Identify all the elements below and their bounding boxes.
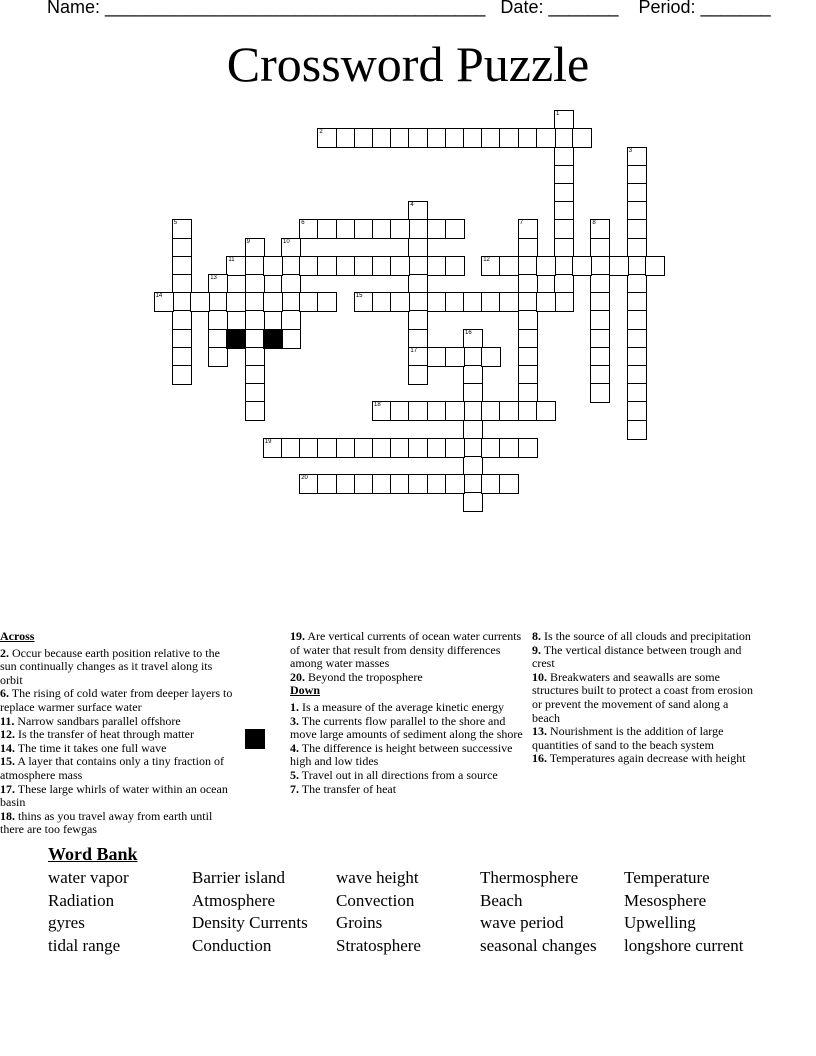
grid-cell[interactable]: [245, 310, 265, 330]
grid-cell[interactable]: [390, 128, 410, 148]
clue-number: 9: [246, 238, 250, 245]
clue-number: 8: [592, 220, 596, 227]
grid-cell[interactable]: [408, 128, 428, 148]
word-bank-item: seasonal changes: [480, 936, 597, 956]
grid-cell[interactable]: [554, 128, 574, 148]
clue-num: 1.: [290, 699, 299, 714]
clues-column-2: [290, 630, 526, 796]
clue-num: 13.: [532, 724, 547, 739]
grid-cell[interactable]: [499, 401, 519, 421]
grid-cell[interactable]: [590, 365, 610, 385]
grid-cell[interactable]: [317, 438, 337, 458]
grid-cell[interactable]: [372, 128, 392, 148]
grid-cell[interactable]: [354, 474, 374, 494]
grid-cell[interactable]: [481, 128, 501, 148]
grid-cell[interactable]: [463, 128, 483, 148]
grid-cell[interactable]: [627, 347, 647, 367]
grid-cell[interactable]: [518, 274, 538, 294]
grid-cell[interactable]: [372, 219, 392, 239]
clue-num: 6.: [0, 686, 9, 701]
clue-text: Breakwaters and seawalls are some structures built to protect a coast from erosion or prevent the movement of sand along a beach: [532, 669, 753, 725]
grid-cell[interactable]: [317, 128, 337, 148]
grid-cell[interactable]: [518, 256, 538, 276]
grid-cell[interactable]: [172, 238, 192, 258]
grid-cell[interactable]: [645, 256, 665, 276]
grid-cell[interactable]: [390, 438, 410, 458]
clue-num: 18.: [0, 808, 15, 823]
grid-cell[interactable]: [554, 219, 574, 239]
grid-cell[interactable]: [445, 292, 465, 312]
grid-cell[interactable]: [481, 256, 501, 276]
clue-num: 19.: [290, 629, 305, 643]
grid-cell[interactable]: [372, 438, 392, 458]
grid-cell[interactable]: [627, 383, 647, 403]
grid-cell[interactable]: [445, 219, 465, 239]
clue-num: 20.: [290, 669, 305, 684]
grid-cell[interactable]: [427, 128, 447, 148]
down-clue: [290, 783, 526, 797]
grid-cell[interactable]: [172, 219, 192, 239]
grid-cell[interactable]: [627, 219, 647, 239]
grid-cell[interactable]: [445, 474, 465, 494]
clue-num: 4.: [290, 740, 299, 755]
grid-cell[interactable]: [554, 110, 574, 130]
across-clue: [0, 715, 235, 729]
grid-cell[interactable]: [354, 219, 374, 239]
clue-num: 12.: [0, 727, 15, 742]
grid-cell[interactable]: [554, 147, 574, 167]
clue-number: 4: [410, 202, 414, 209]
word-bank-item: longshore current: [624, 936, 744, 956]
grid-cell[interactable]: [208, 329, 228, 349]
grid-cell[interactable]: [518, 438, 538, 458]
word-bank-item: Stratosphere: [336, 936, 421, 956]
grid-cell[interactable]: [463, 383, 483, 403]
down-clue: [290, 742, 526, 769]
clue-text: Travel out in all directions from a source: [301, 767, 498, 782]
clue-num: 9.: [532, 642, 541, 657]
grid-cell[interactable]: [390, 256, 410, 276]
grid-cell[interactable]: [408, 347, 428, 367]
black-square: [226, 329, 246, 349]
grid-cell[interactable]: [172, 292, 192, 312]
word-bank-item: Radiation: [48, 890, 115, 910]
grid-cell[interactable]: [463, 292, 483, 312]
grid-cell[interactable]: [408, 292, 428, 312]
across-clue: [290, 671, 526, 685]
grid-cell[interactable]: [281, 438, 301, 458]
grid-cell[interactable]: [390, 474, 410, 494]
grid-cell[interactable]: [518, 219, 538, 239]
grid-cell[interactable]: [627, 183, 647, 203]
clue-text: The difference is height between successive high and low tides: [290, 740, 513, 769]
grid-cell[interactable]: [554, 274, 574, 294]
grid-cell[interactable]: [590, 274, 610, 294]
word-bank-item: tidal range: [48, 936, 121, 956]
grid-cell[interactable]: [518, 401, 538, 421]
word-bank-item: Conduction: [192, 936, 272, 956]
clue-text: The vertical distance between trough and crest: [532, 642, 742, 671]
grid-cell[interactable]: [445, 256, 465, 276]
grid-cell[interactable]: [408, 474, 428, 494]
grid-cell[interactable]: [190, 292, 210, 312]
grid-cell[interactable]: [245, 365, 265, 385]
grid-cell[interactable]: [336, 474, 356, 494]
down-clue: [290, 769, 526, 783]
clue-number: 3: [628, 147, 633, 154]
grid-cell[interactable]: [518, 365, 538, 385]
grid-cell[interactable]: [299, 292, 319, 312]
grid-cell[interactable]: [408, 310, 428, 330]
across-clue: [0, 728, 235, 742]
grid-cell[interactable]: [463, 347, 483, 367]
grid-cell[interactable]: [245, 347, 265, 367]
grid-cell[interactable]: [554, 238, 574, 258]
grid-cell[interactable]: [354, 256, 374, 276]
grid-cell[interactable]: [208, 347, 228, 367]
grid-cell[interactable]: [408, 438, 428, 458]
grid-cell[interactable]: [536, 128, 556, 148]
word-bank-item: Barrier island: [192, 868, 285, 887]
grid-cell[interactable]: [518, 238, 538, 258]
clue-number: 14: [155, 293, 163, 300]
clue-number: 17: [410, 347, 418, 354]
across-heading: Across: [0, 629, 35, 643]
grid-cell[interactable]: [427, 474, 447, 494]
down-clue: [290, 701, 526, 715]
grid-cell[interactable]: [299, 219, 319, 239]
grid-cell[interactable]: [499, 438, 519, 458]
black-square: [245, 729, 265, 749]
grid-cell[interactable]: [317, 219, 337, 239]
grid-cell[interactable]: [627, 292, 647, 312]
grid-cell[interactable]: [281, 238, 301, 258]
grid-cell[interactable]: [263, 438, 283, 458]
grid-cell[interactable]: [172, 256, 192, 276]
clue-text: Is a measure of the average kinetic energy: [302, 699, 505, 714]
clue-text: Beyond the troposphere: [308, 669, 423, 684]
grid-cell[interactable]: [208, 310, 228, 330]
grid-cell[interactable]: [281, 310, 301, 330]
grid-cell[interactable]: [427, 438, 447, 458]
clue-text: thins as you travel away from earth until there are too fewgas: [0, 808, 213, 837]
grid-cell[interactable]: [372, 474, 392, 494]
clue-text: Temperatures again decrease with height: [549, 751, 746, 766]
grid-cell[interactable]: [336, 256, 356, 276]
grid-cell[interactable]: [445, 438, 465, 458]
grid-cell[interactable]: [317, 292, 337, 312]
header-name-date-period: Name: ______________________________________ Date: _______ Period: _______: [47, 0, 771, 17]
clue-text: The currents flow parallel to the shore and move large amounts of sediment along the shore: [290, 713, 523, 742]
clue-number: 10: [283, 238, 290, 245]
grid-cell[interactable]: [372, 401, 392, 421]
grid-cell[interactable]: [427, 292, 447, 312]
across-clue: [0, 687, 235, 714]
grid-cell[interactable]: [499, 256, 519, 276]
grid-cell[interactable]: [354, 292, 374, 312]
clue-text: The rising of cold water from deeper layers to replace warmer surface water: [0, 686, 233, 714]
clue-text: A layer that contains only a tiny fraction of atmosphere mass: [0, 754, 224, 782]
word-bank-title: Word Bank: [48, 844, 138, 864]
grid-cell[interactable]: [372, 256, 392, 276]
grid-cell[interactable]: [427, 401, 447, 421]
grid-cell[interactable]: [317, 256, 337, 276]
grid-cell[interactable]: [590, 329, 610, 349]
grid-cell[interactable]: [463, 420, 483, 440]
grid-cell[interactable]: [627, 256, 647, 276]
grid-cell[interactable]: [609, 256, 629, 276]
word-bank-item: Groins: [336, 913, 383, 933]
grid-cell[interactable]: [336, 128, 356, 148]
grid-cell[interactable]: [627, 310, 647, 330]
clue-num: 5.: [290, 767, 299, 782]
grid-cell[interactable]: [518, 310, 538, 330]
down-clue: [532, 671, 758, 725]
grid-cell[interactable]: [408, 401, 428, 421]
grid-cell[interactable]: [408, 365, 428, 385]
grid-cell[interactable]: [572, 128, 592, 148]
grid-cell[interactable]: [518, 128, 538, 148]
grid-cell[interactable]: [627, 420, 647, 440]
grid-cell[interactable]: [463, 438, 483, 458]
grid-cell[interactable]: [317, 474, 337, 494]
clues-column-3: [532, 630, 758, 766]
down-clue: [532, 630, 758, 644]
clue-number: 16: [465, 329, 472, 336]
word-bank-item: Beach: [480, 890, 523, 910]
clue-text: Narrow sandbars parallel offshore: [17, 713, 181, 728]
grid-cell[interactable]: [245, 274, 265, 294]
clue-num: 10.: [532, 669, 547, 684]
grid-cell[interactable]: [408, 274, 428, 294]
clue-number: 12: [483, 256, 490, 263]
grid-cell[interactable]: [499, 292, 519, 312]
word-bank-item: gyres: [48, 913, 85, 933]
grid-cell[interactable]: [408, 201, 428, 221]
grid-cell[interactable]: [299, 438, 319, 458]
grid-cell[interactable]: [336, 219, 356, 239]
grid-cell[interactable]: [590, 383, 610, 403]
grid-cell[interactable]: [208, 274, 228, 294]
down-heading: Down: [290, 683, 321, 698]
clue-number: 20: [301, 475, 308, 482]
across-clue: [0, 647, 235, 688]
down-clue: [532, 752, 758, 766]
grid-cell[interactable]: [572, 256, 592, 276]
grid-cell[interactable]: [427, 256, 447, 276]
clue-number: 6: [301, 220, 305, 227]
grid-cell[interactable]: [390, 292, 410, 312]
grid-cell[interactable]: [245, 383, 265, 403]
grid-cell[interactable]: [499, 474, 519, 494]
black-square: [263, 329, 283, 349]
grid-cell[interactable]: [172, 310, 192, 330]
clue-num: 7.: [290, 781, 299, 796]
grid-cell[interactable]: [481, 401, 501, 421]
grid-cell[interactable]: [281, 292, 301, 312]
grid-cell[interactable]: [627, 401, 647, 421]
grid-cell[interactable]: [281, 274, 301, 294]
grid-cell[interactable]: [226, 292, 246, 312]
clue-num: 16.: [532, 751, 547, 766]
word-bank-item: Thermosphere: [480, 868, 579, 887]
clue-number: 2: [319, 129, 323, 136]
grid-cell[interactable]: [590, 347, 610, 367]
grid-cell[interactable]: [554, 201, 574, 221]
across-clue: [0, 742, 235, 756]
grid-cell[interactable]: [226, 256, 246, 276]
grid-cell[interactable]: [445, 128, 465, 148]
clue-number: 5: [173, 220, 178, 227]
clues-column-1: [0, 630, 235, 837]
clue-text: Is the transfer of heat through matter: [18, 727, 194, 742]
grid-cell[interactable]: [354, 438, 374, 458]
grid-cell[interactable]: [481, 438, 501, 458]
grid-cell[interactable]: [408, 238, 428, 258]
grid-cell[interactable]: [518, 329, 538, 349]
grid-cell[interactable]: [463, 492, 483, 512]
grid-cell[interactable]: [172, 347, 192, 367]
grid-cell[interactable]: [172, 365, 192, 385]
clue-num: 8.: [532, 629, 541, 643]
grid-cell[interactable]: [590, 310, 610, 330]
grid-cell[interactable]: [336, 438, 356, 458]
grid-cell[interactable]: [518, 347, 538, 367]
grid-cell[interactable]: [499, 128, 519, 148]
grid-cell[interactable]: [408, 256, 428, 276]
clue-num: 15.: [0, 754, 15, 769]
grid-cell[interactable]: [445, 401, 465, 421]
grid-cell[interactable]: [627, 274, 647, 294]
grid-cell[interactable]: [408, 329, 428, 349]
down-clue: [532, 725, 758, 752]
grid-cell[interactable]: [554, 183, 574, 203]
grid-cell[interactable]: [463, 401, 483, 421]
clue-text: Occur because earth position relative to the sun continually changes as it travel along its orbit: [0, 645, 220, 687]
grid-cell[interactable]: [263, 256, 283, 276]
grid-cell[interactable]: [281, 256, 301, 276]
clue-num: 17.: [0, 781, 15, 796]
word-bank-item: Mesosphere: [624, 890, 707, 910]
clue-number: 15: [355, 293, 363, 300]
grid-cell[interactable]: [518, 383, 538, 403]
grid-cell[interactable]: [245, 238, 265, 258]
across-clue: [290, 630, 526, 671]
grid-cell[interactable]: [263, 292, 283, 312]
grid-cell[interactable]: [463, 329, 483, 349]
clue-num: 3.: [290, 713, 299, 728]
grid-cell[interactable]: [463, 456, 483, 476]
grid-cell[interactable]: [518, 292, 538, 312]
across-clue: [0, 783, 235, 810]
grid-cell[interactable]: [627, 147, 647, 167]
clue-text: The time it takes one full wave: [17, 740, 167, 755]
clue-number: 7: [519, 220, 523, 227]
clue-text: The transfer of heat: [301, 781, 397, 796]
word-bank-item: Convection: [336, 890, 415, 910]
word-bank-item: wave height: [336, 868, 419, 887]
grid-cell[interactable]: [590, 238, 610, 258]
clue-number: 11: [228, 256, 235, 263]
grid-cell[interactable]: [390, 401, 410, 421]
grid-cell[interactable]: [299, 256, 319, 276]
clue-number: 18: [374, 402, 381, 409]
grid-cell[interactable]: [427, 219, 447, 239]
word-bank-item: Atmosphere: [192, 890, 276, 910]
grid-cell[interactable]: [172, 329, 192, 349]
grid-cell[interactable]: [554, 165, 574, 185]
grid-cell[interactable]: [627, 329, 647, 349]
grid-cell[interactable]: [445, 347, 465, 367]
clue-text: Is the source of all clouds and precipitation: [544, 629, 751, 643]
down-clue: [532, 644, 758, 671]
grid-cell[interactable]: [590, 292, 610, 312]
clue-num: 2.: [0, 645, 9, 660]
clue-text: These large whirls of water within an ocean basin: [0, 781, 228, 810]
grid-cell[interactable]: [154, 292, 174, 312]
word-bank: [48, 868, 788, 963]
grid-cell[interactable]: [536, 256, 556, 276]
grid-cell[interactable]: [481, 474, 501, 494]
grid-cell[interactable]: [408, 219, 428, 239]
grid-cell[interactable]: [536, 401, 556, 421]
clue-num: 14.: [0, 740, 15, 755]
grid-cell[interactable]: [627, 238, 647, 258]
word-bank-item: Upwelling: [624, 913, 696, 933]
grid-cell[interactable]: [481, 292, 501, 312]
word-bank-item: Density Currents: [192, 913, 308, 933]
across-clue: [0, 810, 235, 837]
clue-text: Are vertical currents of ocean water currents of water that result from density differences among water masses: [290, 629, 522, 671]
grid-cell[interactable]: [372, 292, 392, 312]
grid-cell[interactable]: [627, 365, 647, 385]
grid-cell[interactable]: [299, 474, 319, 494]
grid-cell[interactable]: [427, 347, 447, 367]
grid-cell[interactable]: [463, 365, 483, 385]
clue-number: 19: [264, 438, 272, 445]
word-bank-item: Temperature: [624, 868, 710, 887]
grid-cell[interactable]: [281, 329, 301, 349]
page-title: Crossword Puzzle: [226, 36, 590, 92]
grid-cell[interactable]: [390, 219, 410, 239]
grid-cell[interactable]: [463, 474, 483, 494]
down-clue: [290, 715, 526, 742]
grid-cell[interactable]: [554, 292, 574, 312]
grid-cell[interactable]: [354, 128, 374, 148]
grid-cell[interactable]: [554, 256, 574, 276]
grid-cell[interactable]: [208, 292, 228, 312]
clue-number: 1: [556, 111, 560, 118]
grid-cell[interactable]: [245, 292, 265, 312]
grid-cell[interactable]: [481, 347, 501, 367]
grid-cell[interactable]: [245, 256, 265, 276]
grid-cell[interactable]: [627, 201, 647, 221]
across-clue: [0, 755, 235, 782]
clue-number: 13: [210, 275, 217, 281]
clue-text: Nourishment is the addition of large quantities of sand to the beach system: [532, 724, 724, 752]
grid-cell[interactable]: [245, 401, 265, 421]
grid-cell[interactable]: [536, 292, 556, 312]
word-bank-item: water vapor: [48, 868, 129, 887]
grid-cell[interactable]: [245, 329, 265, 349]
grid-cell[interactable]: [172, 274, 192, 294]
word-bank-item: wave period: [480, 913, 564, 933]
grid-cell[interactable]: [590, 219, 610, 239]
grid-cell[interactable]: [627, 165, 647, 185]
grid-cell[interactable]: [590, 256, 610, 276]
clue-num: 11.: [0, 713, 15, 728]
